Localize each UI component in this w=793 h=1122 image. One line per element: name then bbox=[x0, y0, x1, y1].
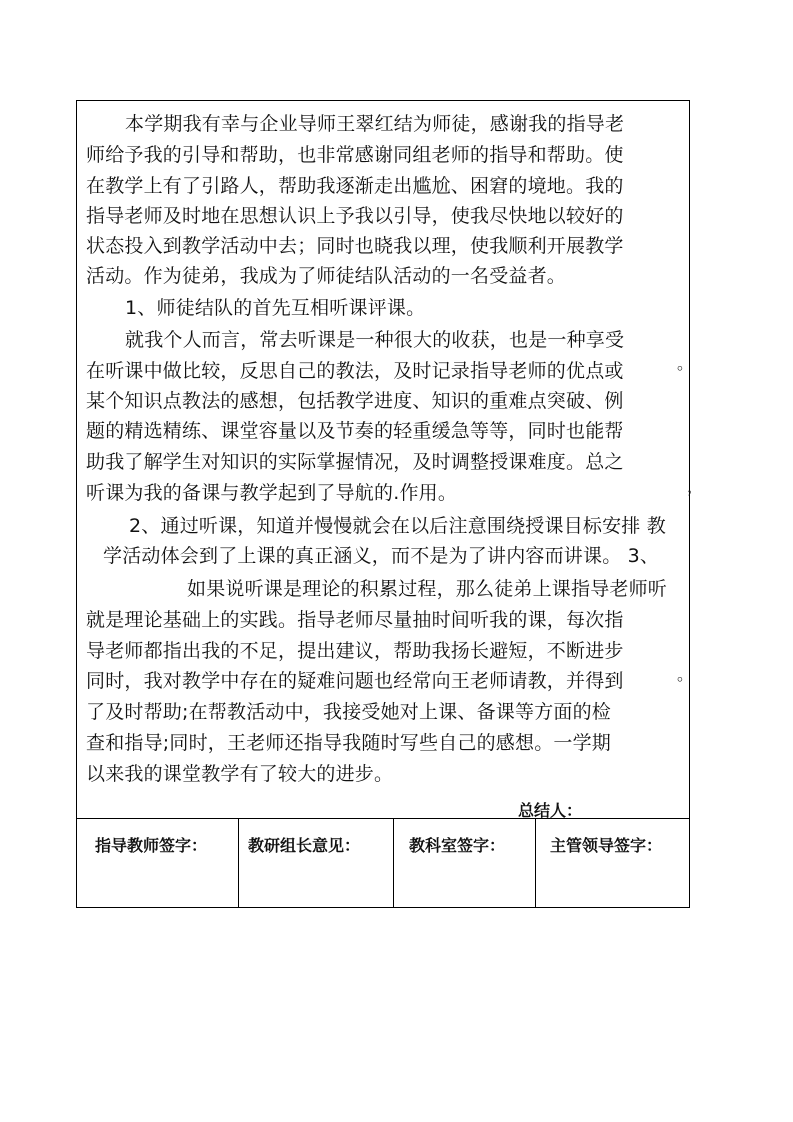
summary-line: 就是理论基础上的实践。指导老师尽量抽时间听我的课，每次指 bbox=[86, 609, 624, 631]
summary-line: 导老师都指出我的不足，提出建议，帮助我扬长避短，不断进步 bbox=[86, 640, 624, 662]
summary-line: 某个知识点教法的感想，包括教学进度、知识的重难点突破、例 bbox=[86, 390, 624, 412]
summary-line: 助我了解学生对知识的实际掌握情况，及时调整授课难度。总之 bbox=[86, 451, 624, 473]
summary-content bbox=[77, 101, 704, 820]
group-leader-opinion-label: 教研组长意见： bbox=[248, 836, 361, 855]
stray-mark: 。 bbox=[677, 665, 694, 684]
summary-line: 师给予我的引导和帮助，也非常感谢同组老师的指导和帮助。使 bbox=[86, 144, 624, 166]
signer-label: 总结人： bbox=[518, 801, 583, 820]
section-heading: 1、师徒结队的首先互相听课评课。 bbox=[125, 297, 426, 319]
summary-line: 在教学上有了引路人，帮助我逐渐走出尴尬、困窘的境地。我的 bbox=[86, 175, 624, 197]
summary-line: 状态投入到教学活动中去；同时也晓我以理，使我顺利开展教学 bbox=[86, 235, 624, 257]
summary-line: 听课为我的备课与教学起到了导航的.作用。 bbox=[86, 482, 458, 504]
research-office-signature-label: 教科室签字： bbox=[409, 836, 506, 855]
section-heading: 2、通过听课，知道并慢慢就会在以后注意围绕授课目标安排 教 bbox=[129, 515, 666, 537]
supervisor-signature-cell bbox=[536, 819, 689, 908]
advisor-signature-cell bbox=[77, 819, 239, 908]
summary-line: 查和指导;同时，王老师还指导我随时写些自己的感想。一学期 bbox=[86, 732, 612, 754]
advisor-signature-label: 指导教师签字： bbox=[95, 836, 208, 855]
summary-line: 题的精选精练、课堂容量以及节奏的轻重缓急等等，同时也能帮 bbox=[86, 420, 624, 442]
summary-line: 指导老师及时地在思想认识上予我以引导，使我尽快地以较好的 bbox=[86, 205, 624, 227]
summary-line: 就我个人而言，常去听课是一种很大的收获，也是一种享受 bbox=[125, 329, 625, 351]
stray-mark: 。 bbox=[677, 354, 694, 373]
research-office-signature-cell bbox=[394, 819, 536, 908]
summary-line: 本学期我有幸与企业导师王翠红结为师徒，感谢我的指导老 bbox=[125, 113, 625, 135]
summary-form-table bbox=[76, 100, 704, 908]
summary-line: 了及时帮助;在帮教活动中，我接受她对上课、备课等方面的检 bbox=[86, 701, 612, 723]
supervisor-signature-label: 主管领导签字： bbox=[550, 836, 663, 855]
summary-line: 学活动体会到了上课的真正涵义，而不是为了讲内容而讲课。 3、 bbox=[103, 545, 660, 567]
stray-mark: ， bbox=[687, 477, 704, 496]
summary-line: 同时，我对教学中存在的疑难问题也经常向王老师请教，并得到 bbox=[86, 670, 624, 692]
group-leader-opinion-cell bbox=[239, 819, 394, 908]
summary-line: 在听课中做比较，反思自己的教法，及时记录指导老师的优点或 bbox=[86, 360, 624, 382]
summary-line: 活动。作为徒弟，我成为了师徒结队活动的一名受益者。 bbox=[86, 265, 567, 287]
signature-row bbox=[77, 818, 689, 908]
summary-line: 如果说听课是理论的积累过程，那么徒弟上课指导老师听 bbox=[187, 578, 668, 600]
summary-line: 以来我的课堂教学有了较大的进步。 bbox=[86, 763, 394, 785]
